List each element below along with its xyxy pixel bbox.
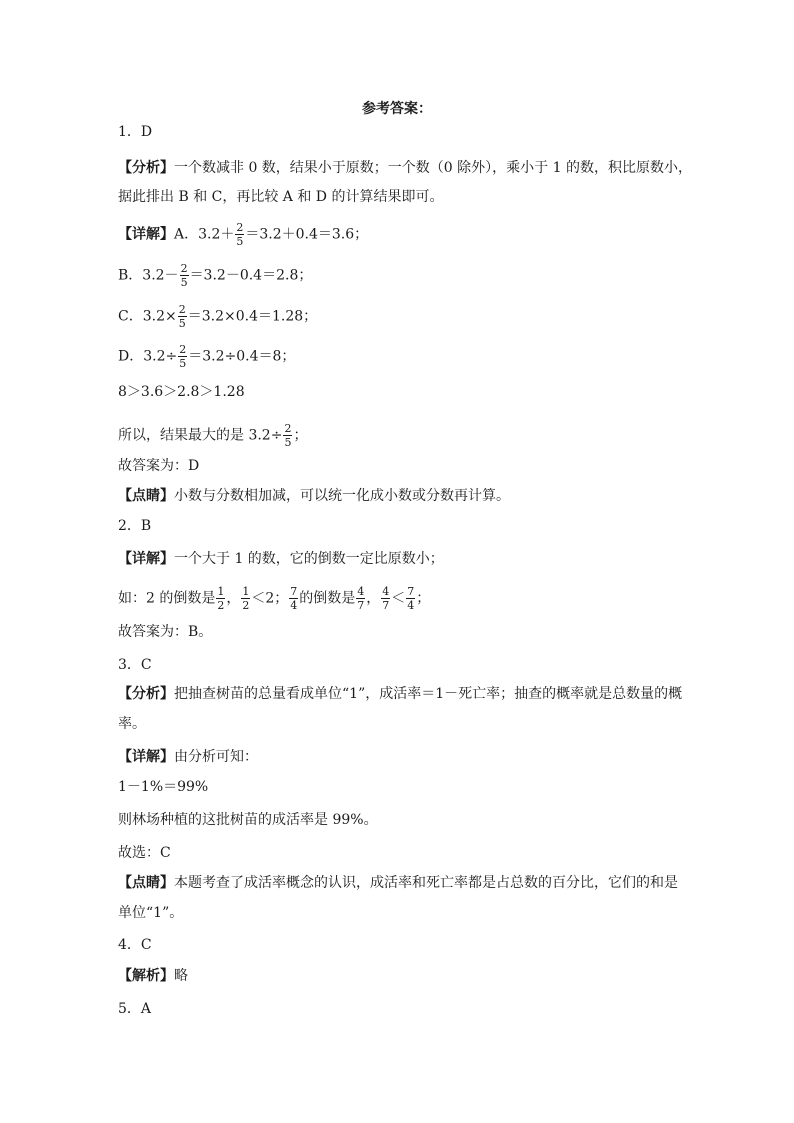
fraction-numerator: 4	[357, 585, 365, 598]
separator: ，	[226, 590, 241, 607]
q4-header: 4．C	[118, 937, 152, 953]
fraction-numerator: 2	[179, 343, 187, 356]
fraction-denominator: 5	[180, 276, 188, 289]
detail-text: 由分析可知：	[174, 749, 258, 765]
separator: ；	[416, 590, 431, 607]
fraction-denominator: 7	[357, 599, 365, 612]
comment-text: 本题考查了成活率概念的认识，成活率和死亡率都是占总数的百分比，它们的和是	[174, 875, 678, 891]
option-b-pre: B．3.2－	[118, 267, 179, 284]
q1-option-d	[118, 343, 296, 370]
analysis-tag: 【分析】	[118, 160, 174, 176]
q1-comment	[118, 486, 510, 506]
result-pre: 所以，结果最大的是 3.2÷	[118, 427, 283, 444]
q1-compare: 8＞3.6＞2.8＞1.28	[118, 384, 245, 400]
q2-header: 2．B	[118, 518, 152, 534]
fraction-denominator: 7	[382, 599, 390, 612]
fraction-numerator: 7	[290, 585, 298, 598]
comparison: ＜2；	[251, 590, 289, 607]
q1-option-b	[118, 262, 313, 289]
q5-header: 5．A	[118, 1001, 152, 1017]
fraction-numerator: 1	[242, 585, 250, 598]
fraction-denominator: 5	[179, 357, 187, 370]
q3-conclusion: 则林场种植的这批树苗的成活率是 99%。	[118, 812, 378, 828]
fraction-numerator: 2	[236, 221, 244, 234]
comment-tag: 【点睛】	[118, 875, 174, 891]
q3-header: 3．C	[118, 657, 152, 673]
fraction	[216, 585, 225, 612]
q1-header: 1．D	[118, 124, 153, 140]
q2-answer: 故答案为：B。	[118, 624, 213, 640]
q3-calc: 1－1%＝99%	[118, 779, 209, 795]
detail-text: 一个大于 1 的数，它的倒数一定比原数小；	[174, 551, 444, 567]
parse-tag: 【解析】	[118, 968, 174, 984]
fraction	[381, 585, 390, 612]
detail-tag: 【详解】	[118, 551, 174, 567]
q3-analysis-line-2: 率。	[118, 716, 146, 732]
q3-detail	[118, 747, 258, 767]
fraction	[178, 303, 187, 330]
fraction	[283, 422, 292, 449]
option-a-pre: A．3.2＋	[174, 226, 235, 243]
option-d-pre: D．3.2÷	[118, 348, 178, 365]
analysis-text: 一个数减非 0 数，结果小于原数；一个数（0 除外），乘小于 1 的数，积比原数小，	[174, 160, 692, 176]
q3-answer: 故选：C	[118, 845, 171, 861]
fraction	[180, 262, 189, 289]
q1-analysis-line-1	[118, 158, 692, 178]
q4-parse	[118, 966, 188, 986]
fraction-denominator: 2	[242, 599, 250, 612]
q1-option-a	[118, 221, 369, 248]
fraction-denominator: 5	[236, 235, 244, 248]
analysis-tag: 【分析】	[118, 686, 174, 702]
fraction-numerator: 4	[382, 585, 390, 598]
fraction-denominator: 5	[178, 317, 186, 330]
detail-tag: 【详解】	[118, 226, 174, 243]
q2-example	[118, 585, 431, 612]
option-c-pre: C．3.2×	[118, 308, 177, 325]
fraction	[289, 585, 298, 612]
fraction-denominator: 4	[290, 599, 298, 612]
comment-tag: 【点睛】	[118, 488, 174, 504]
fraction-denominator: 4	[407, 599, 415, 612]
fraction-denominator: 5	[284, 436, 292, 449]
page-title: 参考答案：	[362, 101, 432, 117]
fraction-denominator: 2	[217, 599, 225, 612]
fraction	[235, 221, 244, 248]
parse-text: 略	[174, 968, 188, 984]
q3-comment-line-1	[118, 873, 678, 893]
fraction	[406, 585, 415, 612]
fraction	[241, 585, 250, 612]
example-text: 的倒数是	[299, 590, 356, 607]
separator: ，	[366, 590, 381, 607]
q1-result	[118, 422, 308, 449]
detail-tag: 【详解】	[118, 749, 174, 765]
fraction-numerator: 2	[284, 422, 292, 435]
option-a-post: ＝3.2＋0.4＝3.6；	[245, 226, 369, 243]
q3-comment-line-2: 单位“1”。	[118, 905, 184, 921]
fraction-numerator: 2	[180, 262, 188, 275]
option-c-post: ＝3.2×0.4＝1.28；	[187, 308, 318, 325]
fraction-numerator: 1	[217, 585, 225, 598]
result-post: ；	[293, 427, 308, 444]
fraction	[178, 343, 187, 370]
q1-analysis-line-2: 据此排出 B 和 C，再比较 A 和 D 的计算结果即可。	[118, 189, 444, 205]
fraction	[356, 585, 365, 612]
q3-analysis-line-1	[118, 684, 682, 704]
option-d-post: ＝3.2÷0.4＝8；	[188, 348, 296, 365]
example-pre: 如：2 的倒数是	[118, 590, 216, 607]
fraction-numerator: 7	[407, 585, 415, 598]
option-b-post: ＝3.2－0.4＝2.8；	[189, 267, 313, 284]
fraction-numerator: 2	[178, 303, 186, 316]
q2-detail	[118, 549, 444, 569]
comparison: ＜	[391, 590, 406, 607]
q1-option-c	[118, 303, 318, 330]
q1-answer: 故答案为：D	[118, 458, 200, 474]
comment-text: 小数与分数相加减，可以统一化成小数或分数再计算。	[174, 488, 510, 504]
analysis-text: 把抽查树苗的总量看成单位“1”，成活率＝1－死亡率；抽查的概率就是总数量的概	[174, 686, 683, 702]
